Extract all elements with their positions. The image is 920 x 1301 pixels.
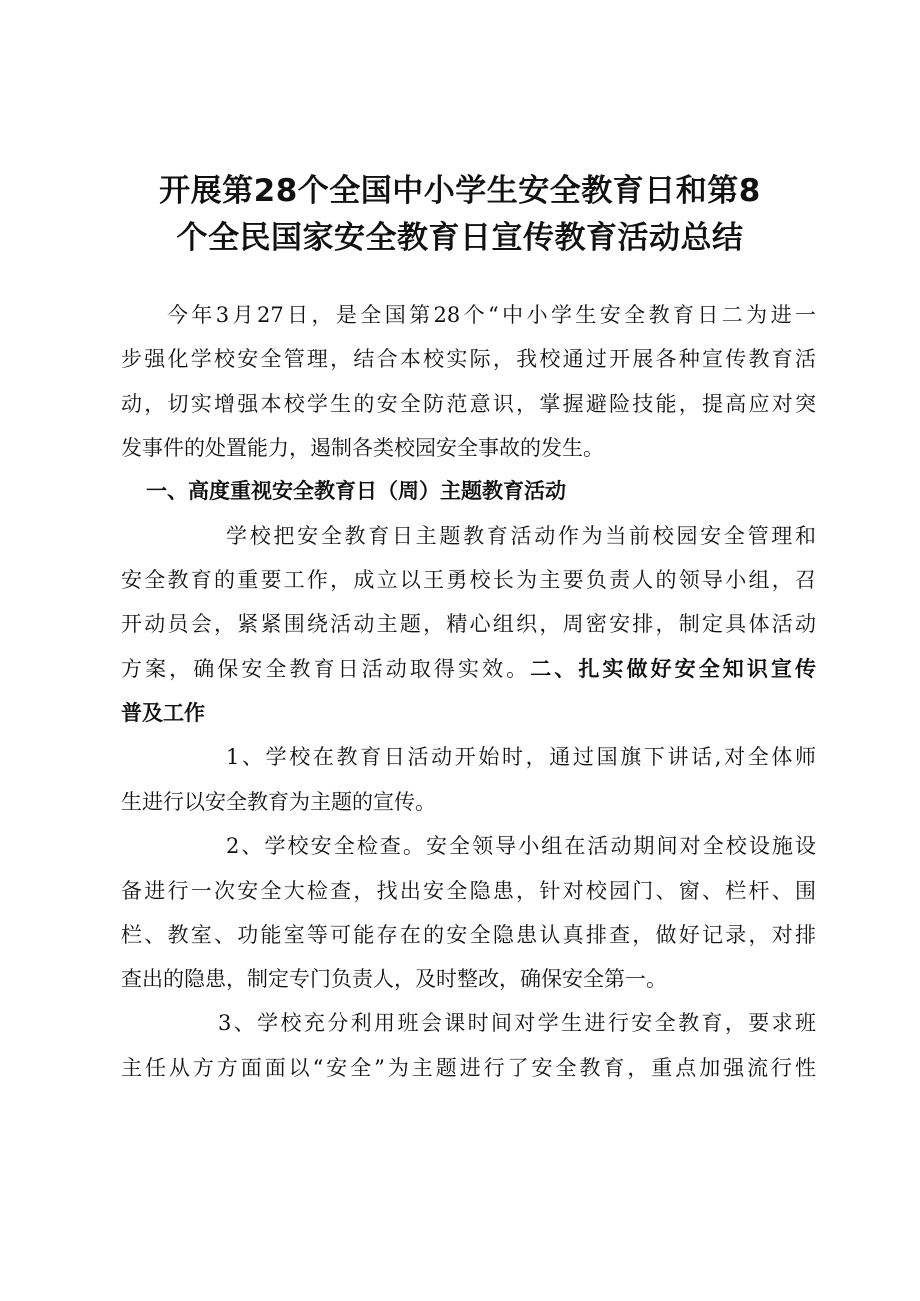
paragraph-2-line-4-text: 方案，确保安全教育日活动取得实效。 — [121, 657, 531, 681]
paragraph-2-line-2: 安全教育的重要工作，成立以王勇校长为主要负责人的领导小组，召 — [121, 568, 816, 592]
paragraph-2-line-1: 学校把安全教育日主题教育活动作为当前校园安全管理和 — [226, 524, 816, 548]
section-heading-2: 二、扎实做好安全知识宣传 — [530, 657, 817, 681]
paragraph-5-line-1: 3、学校充分利用班会课时间对学生进行安全教育，要求班 — [218, 1011, 816, 1035]
document-title-line-1: 开展第28个全国中小学生安全教育日和第8 — [159, 173, 761, 209]
paragraph-1-line-4: 发事件的处置能力，遏制各类校园安全事故的发生。 — [121, 436, 604, 460]
document-title-line-2: 个全民国家安全教育日宣传教育活动总结 — [176, 220, 744, 256]
paragraph-4-line-1: 2、学校安全检查。安全领导小组在活动期间对全校设施设 — [226, 834, 816, 858]
paragraph-3-line-1: 1、学校在教育日活动开始时，通过国旗下讲话,对全体师 — [226, 745, 816, 769]
paragraph-2-line-3: 开动员会，紧紧围绕活动主题，精心组织，周密安排，制定具体活动 — [121, 612, 816, 636]
section-heading-2-continued: 普及工作 — [121, 701, 205, 725]
paragraph-2-line-4 — [121, 654, 816, 684]
paragraph-3-line-2: 生进行以安全教育为主题的宣传。 — [121, 790, 436, 814]
paragraph-4-line-4: 查出的隐患，制定专门负责人，及时整改，确保安全第一。 — [121, 967, 667, 991]
paragraph-1-line-3: 动，切实增强本校学生的安全防范意识，掌握避险技能，提高应对突 — [121, 392, 816, 416]
paragraph-5-line-2: 主任从方方面面以“安全”为主题进行了安全教育，重点加强流行性 — [121, 1056, 816, 1080]
paragraph-1-line-1: 今年3月27日，是全国第28个“中小学生安全教育日二为进一 — [167, 303, 816, 327]
section-heading-1: 一、高度重视安全教育日（周）主题教育活动 — [146, 479, 566, 503]
paragraph-1-line-2: 步强化学校安全管理，结合本校实际，我校通过开展各种宣传教育活 — [121, 347, 816, 371]
paragraph-4-line-2: 备进行一次安全大检查，找出安全隐患，针对校园门、窗、栏杆、围 — [121, 879, 816, 903]
paragraph-4-line-3: 栏、教室、功能室等可能存在的安全隐患认真排查，做好记录，对排 — [121, 923, 816, 947]
